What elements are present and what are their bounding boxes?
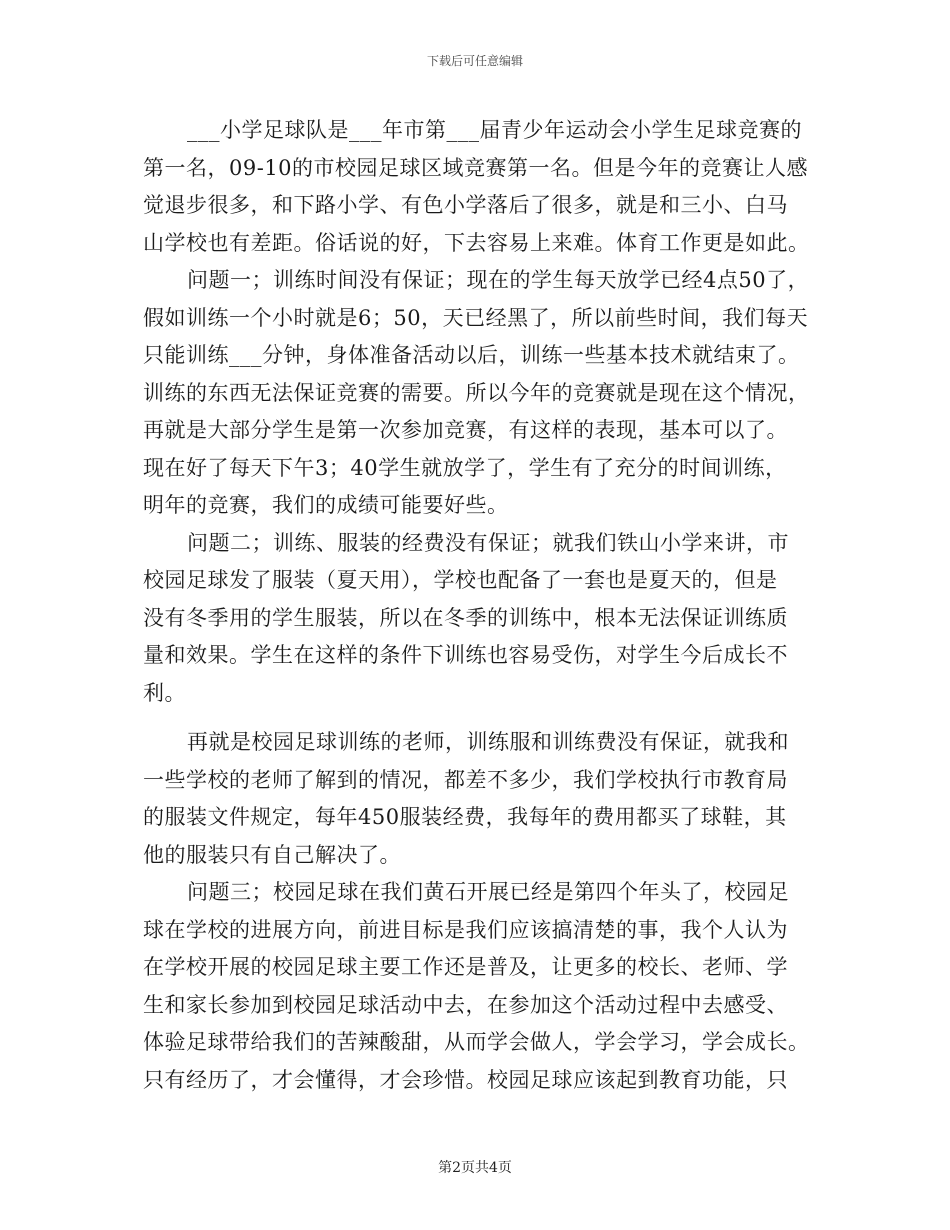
page-number: 第2页共4页: [438, 1160, 512, 1176]
text-line: 体验足球带给我们的苦辣酸甜，从而学会做人，学会学习，学会成长。: [143, 1030, 810, 1054]
paragraph: [143, 874, 810, 1099]
text-line: 假如训练一个小时就是6；50，天已经黑了，所以前些时间，我们每天: [143, 305, 809, 330]
page-header: 下载后可任意编辑: [426, 54, 523, 68]
text-line: 问题二；训练、服装的经费没有保证；就我们铁山小学来讲，市: [187, 530, 789, 555]
text-line: 球在学校的进展方向，前进目标是我们应该搞清楚的事，我个人认为: [143, 917, 788, 942]
text-line: 他的服装只有自己解决了。: [143, 842, 401, 867]
text-line: 觉退步很多，和下路小学、有色小学落后了很多，就是和三小、白马: [143, 193, 788, 217]
text-line: 山学校也有差距。俗话说的好，下去容易上来难。体育工作更是如此。: [143, 230, 810, 255]
text-line: 问题一；训练时间没有保证；现在的学生每天放学已经4点50了，: [187, 268, 810, 292]
text-line: 明年的竞赛，我们的成绩可能要好些。: [143, 493, 509, 517]
text-line: 只有经历了，才会懂得，才会珍惜。校园足球应该起到教育功能，只: [143, 1067, 788, 1092]
text-line: 现在好了每天下午3；40学生就放学了，学生有了充分的时间训练，: [143, 455, 787, 480]
text-line: 校园足球发了服装（夏天用），学校也配备了一套也是夏天的，但是: [143, 568, 778, 592]
text-line: 再就是校园足球训练的老师，训练服和训练费没有保证，就我和: [187, 730, 789, 754]
paragraph: [143, 724, 807, 874]
document-body: [143, 112, 810, 1099]
text-line: 利。: [143, 680, 186, 705]
text-line: 训练的东西无法保证竞赛的需要。所以今年的竞赛就是现在这个情况，: [143, 380, 810, 405]
text-line: 只能训练___分钟，身体准备活动以后，训练一些基本技术就结束了。: [143, 343, 800, 367]
text-line: 第一名，09-10的市校园足球区域竞赛第一名。但是今年的竞赛让人感: [143, 155, 809, 180]
paragraph: [143, 262, 810, 525]
text-line: 没有冬季用的学生服装，所以在冬季的训练中，根本无法保证训练质: [143, 605, 788, 630]
paragraph: [143, 112, 810, 262]
text-line: 问题三；校园足球在我们黄石开展已经是第四个年头了，校园足: [187, 880, 789, 904]
text-line: ___小学足球队是___年市第___届青少年运动会小学生足球竞赛的: [187, 118, 802, 142]
text-line: 生和家长参加到校园足球活动中去，在参加这个活动过程中去感受、: [143, 992, 788, 1017]
paragraph-gap: [143, 712, 807, 724]
text-line: 在学校开展的校园足球主要工作还是普及，让更多的校长、老师、学: [143, 955, 788, 979]
text-line: 量和效果。学生在这样的条件下训练也容易受伤，对学生今后成长不: [143, 643, 788, 667]
text-line: 再就是大部分学生是第一次参加竞赛，有这样的表现，基本可以了。: [143, 418, 788, 442]
text-line: 一些学校的老师了解到的情况，都差不多少，我们学校执行市教育局: [143, 767, 788, 792]
text-line: 的服装文件规定，每年450服装经费，我每年的费用都买了球鞋，其: [143, 805, 787, 829]
paragraph: [143, 525, 807, 713]
